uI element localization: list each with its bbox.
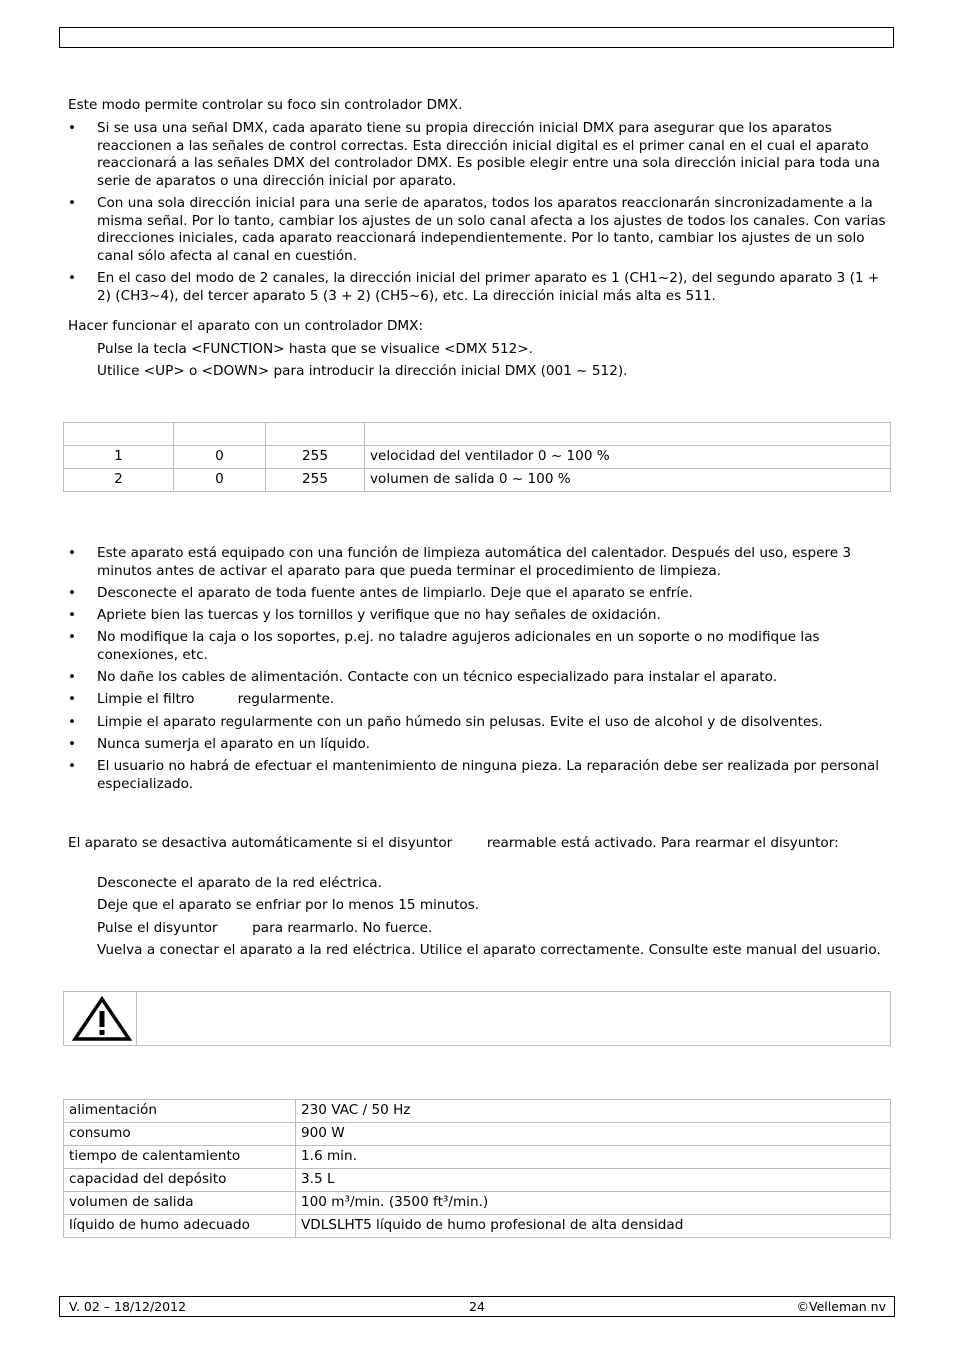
breaker-paragraph: El aparato se desactiva automáticamente si el disyuntor rearmable está activado. Para rearmar el disyuntor:	[68, 835, 839, 851]
function-cell: velocidad del ventilador 0 ~ 100 %	[365, 446, 891, 469]
warning-divider	[136, 992, 137, 1045]
table-row	[64, 1169, 891, 1192]
footer-page-number: 24	[469, 1299, 485, 1314]
spec-label: capacidad del depósito	[64, 1169, 296, 1192]
spec-value: 3.5 L	[296, 1169, 891, 1192]
spec-label: alimentación	[64, 1100, 296, 1123]
spec-label: volumen de salida	[64, 1192, 296, 1215]
table-header-row	[64, 423, 891, 446]
channel-cell: 2	[64, 469, 174, 492]
dmx-step: Pulse la tecla <FUNCTION> hasta que se visualice <DMX 512>.	[97, 341, 533, 357]
spec-label: tiempo de calentamiento	[64, 1146, 296, 1169]
spec-label: consumo	[64, 1123, 296, 1146]
spec-value: VDLSLHT5 líquido de humo profesional de alta densidad	[296, 1215, 891, 1238]
dmx-heading: Hacer funcionar el aparato con un controlador DMX:	[68, 318, 424, 334]
table-row	[64, 1100, 891, 1123]
table-row	[64, 1192, 891, 1215]
dmx-channel-table	[63, 422, 891, 492]
spec-label: líquido de humo adecuado	[64, 1215, 296, 1238]
from-cell: 0	[174, 446, 266, 469]
table-row	[64, 1123, 891, 1146]
breaker-step: Pulse el disyuntor para rearmarlo. No fuerce.	[97, 920, 433, 936]
specifications-table	[63, 1099, 891, 1238]
table-row	[64, 1146, 891, 1169]
warning-box	[63, 991, 891, 1046]
table-row	[64, 469, 891, 492]
channel-cell: 1	[64, 446, 174, 469]
dmx-step: Utilice <UP> o <DOWN> para introducir la dirección inicial DMX (001 ~ 512).	[97, 363, 628, 379]
spec-value: 900 W	[296, 1123, 891, 1146]
spec-value: 1.6 min.	[296, 1146, 891, 1169]
from-cell: 0	[174, 469, 266, 492]
warning-triangle-icon	[72, 996, 132, 1042]
table-row	[64, 1215, 891, 1238]
intro-paragraph: Este modo permite controlar su foco sin controlador DMX.	[68, 97, 463, 113]
to-cell: 255	[266, 469, 365, 492]
breaker-step: Vuelva a conectar el aparato a la red eléctrica. Utilice el aparato correctamente. Consulte este manual del usuario.	[97, 942, 881, 958]
breaker-step: Deje que el aparato se enfriar por lo menos 15 minutos.	[97, 897, 480, 913]
to-cell: 255	[266, 446, 365, 469]
footer-version: V. 02 – 18/12/2012	[69, 1299, 187, 1314]
spec-value: 230 VAC / 50 Hz	[296, 1100, 891, 1123]
footer-copyright: ©Velleman nv	[796, 1299, 886, 1314]
table-row	[64, 446, 891, 469]
page-header-box	[59, 27, 894, 48]
function-cell: volumen de salida 0 ~ 100 %	[365, 469, 891, 492]
breaker-step: Desconecte el aparato de la red eléctrica.	[97, 875, 382, 891]
spec-value: 100 m³/min. (3500 ft³/min.)	[296, 1192, 891, 1215]
page-footer	[59, 1296, 895, 1317]
